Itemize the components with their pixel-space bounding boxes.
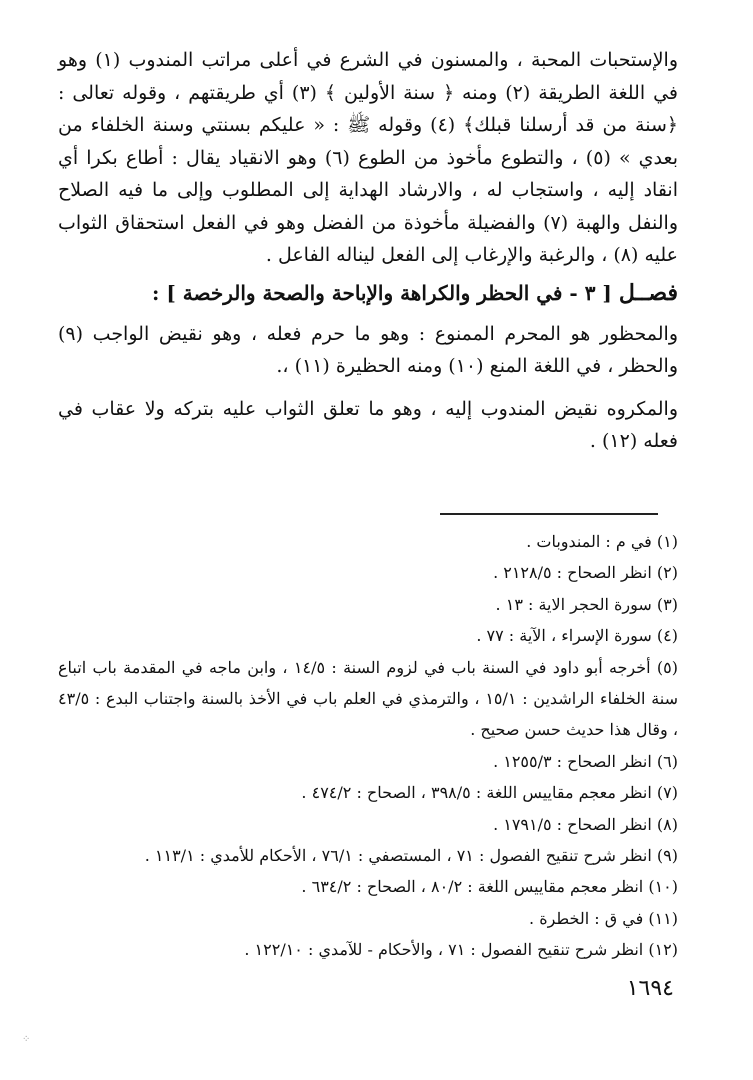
section-paragraph-2: والمكروه نقيض المندوب إليه ، وهو ما تعلق الثواب عليه بتركه ولا عقاب في فعله (١٢) .: [58, 397, 678, 452]
footnote-divider: [440, 513, 658, 515]
footnote-8: (٨) انظر الصحاح : ١٧٩١/٥ .: [493, 814, 678, 834]
footnote-7: (٧) انظر معجم مقاييس اللغة : ٣٩٨/٥ ، الصحاح : ٤٧٤/٢ .: [301, 783, 678, 803]
main-text: [58, 44, 678, 458]
footnote-3: (٣) سورة الحجر الاية : ١٣ .: [495, 594, 678, 614]
footnote-4: (٤) سورة الإسراء ، الآية : ٧٧ .: [476, 626, 678, 646]
footnote-1: (١) في م : المندوبات .: [526, 532, 678, 551]
section-heading-lead: فصــل: [618, 279, 678, 306]
scan-speck: ⁘: [22, 1034, 31, 1045]
body-paragraph-1: والإستحبات المحبة ، والمسنون في الشرع في أعلى مراتب المندوب (١) وهو في اللغة الطريقة (٢) ومنه ﴿ سنة الأولين ﴾ (٣) أي طريقتهم ، وقوله تعالى : ﴿سنة من قد أرسلنا قبلك﴾ (٤) وقوله ﷺ : « عليكم بسنتي وسنة الخلفاء من بعدي » (٥) ، والتطوع مأخوذ من الطوع (٦) وهو الانقياد يقال : أطاع بكرا أي انقاد إليه ، واستجاب له ، والارشاد الهداية إلى المطلوب وإلى ما فيه الصلاح والنفل والهبة (٧) والفضيلة مأخوذة من الفضل وهو في الفعل استحقاق الثواب عليه (٨) ، والرغبة والإرغاب إلى الفعل ليناله الفاعل .: [58, 49, 679, 266]
footnote-12: (١٢) انظر شرح تنقيح الفصول : ٧١ ، والأحكام - للآمدي : ١٢٢/١٠ .: [244, 940, 678, 960]
section-heading-title: [ ٣ - في الحظر والكراهة والإباحة والصحة والرخصة ] :: [152, 280, 612, 305]
footnote-9: (٩) انظر شرح تنقيح الفصول : ٧١ ، المستصفي : ٧٦/١ ، الأحكام للأمدي : ١١٣/١ .: [144, 846, 678, 866]
footnotes: [58, 526, 678, 966]
section-paragraph-1: والمحظور هو المحرم الممنوع : وهو ما حرم فعله ، وهو نقيض الواجب (٩) والحظر ، في اللغة المنع (١٠) ومنه الحظيرة (١١) ،.: [58, 322, 678, 377]
footnote-2: (٢) انظر الصحاح : ٢١٢٨/٥ .: [493, 563, 678, 583]
footnote-11: (١١) في ق : الخطرة .: [529, 908, 678, 928]
section-body: [58, 318, 678, 458]
body-text: [58, 44, 678, 272]
page-number: ١٦٩٤: [626, 976, 674, 1001]
footnote-6: (٦) انظر الصحاح : ١٢٥٥/٣ .: [493, 751, 678, 771]
footnote-10: (١٠) انظر معجم مقاييس اللغة : ٨٠/٢ ، الصحاح : ٦٣٤/٢ .: [301, 877, 678, 897]
footnote-5: (٥) أخرجه أبو داود في السنة باب في لزوم السنة : ١٤/٥ ، وابن ماجه في المقدمة باب اتباع سنة الخلفاء الراشدين : ١٥/١ ، والترمذي في العلم باب في الأخذ بالسنة واجتناب البدع : ٤٣/٥ ، وقال هذا حديث حسن صحيح .: [58, 657, 679, 740]
section-heading: [58, 276, 678, 310]
